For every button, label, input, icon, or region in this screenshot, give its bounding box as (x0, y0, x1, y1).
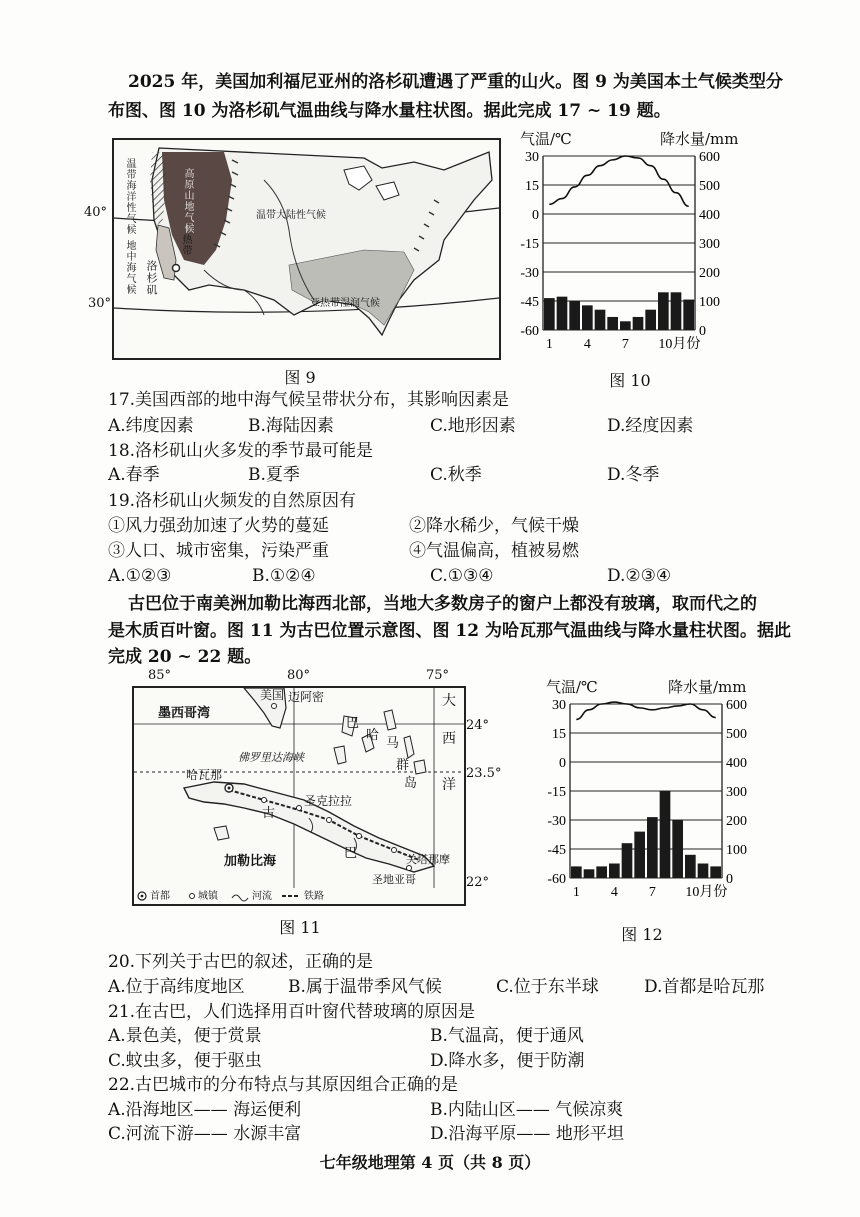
label-bahamas-2: 哈 (366, 728, 380, 743)
legend-river: 河流 (252, 891, 272, 902)
fig10-precip-bar (620, 321, 631, 330)
fig10-right-tick: 200 (699, 266, 720, 281)
intro1-line1: 2025 年，美国加利福尼亚州的洛杉矶遭遇了严重的山火。图 9 为美国本土气候类型分 (128, 72, 783, 92)
fig12-x-tick: 7 (648, 885, 656, 900)
los-angeles-dot (173, 265, 180, 272)
fig10-precip-label: 降水量/mm (660, 130, 739, 148)
legend-railway: 铁路 (304, 891, 324, 902)
fig12-precip-bar (698, 864, 709, 879)
label-havana: 哈瓦那 (186, 768, 223, 782)
label-atlantic-1: 大 (442, 693, 456, 709)
fig11-lat24: 24° (466, 718, 490, 733)
q19-stem: 19.洛杉矶山火频发的自然原因有 (108, 491, 357, 511)
q21-option-d[interactable]: D.降水多，便于防潮 (430, 1051, 585, 1071)
label-mediterranean: 地中海气候 (124, 240, 135, 295)
fig10-left-tick: 30 (525, 150, 539, 165)
q18-option-c[interactable]: C.秋季 (430, 465, 482, 485)
fig9-lat30-label: 30° (88, 296, 112, 311)
fig10-precip-bar (582, 305, 593, 330)
figure-9-map (112, 138, 501, 360)
label-temperate-continental: 温带大陆性气候 (256, 210, 326, 221)
fig10-right-tick: 500 (699, 179, 720, 194)
fig11-lon80: 80° (287, 668, 311, 683)
fig11-lat22: 22° (466, 875, 490, 890)
fig12-right-tick: 0 (726, 872, 733, 887)
label-cuba-1: 古 (262, 806, 276, 821)
fig11-lon85: 85° (148, 668, 172, 683)
fig10-precip-bar (658, 292, 669, 330)
fig10-left-tick: -45 (520, 295, 539, 310)
label-santa-clara: 圣克拉拉 (304, 794, 353, 808)
label-los-angeles: 洛杉矶 (145, 260, 158, 296)
fig10-precip-bar (569, 301, 580, 330)
q19-option-c[interactable]: C.①③④ (430, 566, 494, 586)
fig10-left-tick: 0 (532, 208, 539, 223)
fig12-right-tick: 200 (726, 814, 747, 829)
label-bahamas-5: 岛 (404, 776, 418, 791)
fig10-x-tick: 4 (583, 337, 591, 352)
fig12-precip-bar (672, 820, 683, 878)
label-miami: 迈阿密 (288, 690, 325, 704)
q20-option-c[interactable]: C.位于东半球 (496, 977, 599, 997)
q19-option-a[interactable]: A.①②③ (108, 566, 172, 586)
q18-stem: 18.洛杉矶山火多发的季节最可能是 (108, 441, 374, 461)
q21-option-a[interactable]: A.景色美，便于赏景 (108, 1026, 262, 1046)
fig12-left-tick: -60 (547, 872, 566, 887)
q17-stem: 17.美国西部的地中海气候呈带状分布，其影响因素是 (108, 390, 510, 410)
legend-capital: 首都 (150, 891, 170, 902)
fig12-precip-bar (584, 869, 595, 878)
fig12-right-tick: 600 (726, 698, 747, 713)
fig10-precip-bar (595, 310, 606, 330)
fig10-left-tick: -60 (520, 324, 539, 339)
fig10-precip-bar (557, 297, 568, 330)
fig10-left-tick: -15 (520, 237, 539, 252)
q22-option-b[interactable]: B.内陆山区—— 气候凉爽 (430, 1100, 624, 1120)
fig9-caption: 图 9 (284, 368, 316, 387)
fig10-left-tick: -30 (520, 266, 539, 281)
fig9-lat40-label: 40° (84, 205, 108, 220)
q19-option-d[interactable]: D.②③④ (607, 566, 672, 586)
q22-option-c[interactable]: C.河流下游—— 水源丰富 (108, 1124, 302, 1144)
fig10-chart (505, 150, 735, 360)
fig12-right-tick: 500 (726, 727, 747, 742)
fig12-x-tick: 10月份 (685, 885, 728, 900)
label-highland: 高原山地气候 (182, 168, 193, 234)
q21-option-c[interactable]: C.蚊虫多，便于驱虫 (108, 1051, 262, 1071)
fig12-right-tick: 400 (726, 756, 747, 771)
label-usa: 美国 (260, 688, 285, 702)
label-tropical: 热带 (180, 234, 191, 256)
label-bahamas-1: 巴 (346, 716, 360, 731)
q22-stem: 22.古巴城市的分布特点与其原因组合正确的是 (108, 1075, 459, 1095)
fig10-x-tick: 10月份 (658, 337, 701, 352)
intro2-line3: 完成 20 ~ 22 题。 (108, 647, 262, 667)
fig12-right-tick: 300 (726, 785, 747, 800)
fig12-x-tick: 1 (572, 885, 580, 900)
fig12-left-tick: -15 (547, 785, 566, 800)
fig12-precip-bar (634, 832, 645, 878)
fig11-lat235: 23.5° (466, 766, 502, 781)
fig12-precip-label: 降水量/mm (668, 678, 747, 696)
fig10-right-tick: 300 (699, 237, 720, 252)
intro2-line1: 古巴位于南美洲加勒比海西北部，当地大多数房子的窗户上都没有玻璃，取而代之的 (128, 594, 757, 614)
label-subtropical-humid: 亚热带湿润气候 (310, 298, 380, 309)
q17-option-a[interactable]: A.纬度因素 (108, 416, 194, 436)
fig11-caption: 图 11 (279, 918, 321, 937)
fig12-precip-bar (647, 817, 658, 878)
q21-option-b[interactable]: B.气温高，便于通风 (430, 1026, 584, 1046)
q18-option-d[interactable]: D.冬季 (607, 465, 660, 485)
fig10-precip-bar (544, 298, 555, 330)
fig12-precip-bar (609, 864, 620, 879)
fig12-precip-bar (571, 866, 582, 878)
fig12-left-tick: 30 (552, 698, 566, 713)
page-footer: 七年级地理第 4 页（共 8 页） (319, 1153, 541, 1172)
q19-statement-2: ②降水稀少，气候干燥 (409, 516, 579, 536)
fig12-chart (532, 698, 762, 908)
fig10-right-tick: 100 (699, 295, 720, 310)
label-temperate-maritime: 温带海洋性气候 (124, 158, 135, 235)
q21-stem: 21.在古巴，人们选择用百叶窗代替玻璃的原因是 (108, 1002, 476, 1022)
figure-11-map (132, 686, 466, 906)
q18-option-a[interactable]: A.春季 (108, 465, 160, 485)
q19-statement-4: ④气温偏高，植被易燃 (409, 541, 579, 561)
q18-option-b[interactable]: B.夏季 (248, 465, 300, 485)
q19-statement-3: ③人口、城市密集，污染严重 (108, 541, 329, 561)
fig12-right-tick: 100 (726, 843, 747, 858)
fig10-precip-bar (683, 300, 694, 330)
fig10-caption: 图 10 (609, 371, 651, 390)
label-santiago: 圣地亚哥 (372, 873, 416, 886)
q17-option-d[interactable]: D.经度因素 (607, 416, 694, 436)
intro2-line2: 是木质百叶窗。图 11 为古巴位置示意图、图 12 为哈瓦那气温曲线与降水量柱状图。据此 (108, 621, 791, 641)
subtropical-region (289, 250, 414, 325)
fig10-precip-bar (645, 310, 656, 330)
fig12-precip-bar (660, 791, 671, 878)
fig12-precip-bar (685, 855, 696, 878)
q22-option-a[interactable]: A.沿海地区—— 海运便利 (108, 1100, 302, 1120)
label-cuba-2: 巴 (344, 846, 358, 861)
fig12-left-tick: -45 (547, 843, 566, 858)
q17-option-c[interactable]: C.地形因素 (430, 416, 516, 436)
fig11-lon75: 75° (426, 668, 450, 683)
q20-option-b[interactable]: B.属于温带季风气候 (288, 977, 442, 997)
q20-option-d[interactable]: D.首都是哈瓦那 (644, 977, 765, 997)
q20-stem: 20.下列关于古巴的叙述，正确的是 (108, 952, 374, 972)
intro1-line2: 布图、图 10 为洛杉矶气温曲线与降水量柱状图。据此完成 17 ~ 19 题。 (108, 101, 671, 121)
q22-option-d[interactable]: D.沿海平原—— 地形平坦 (430, 1124, 624, 1144)
fig12-caption: 图 12 (621, 925, 663, 944)
q19-statement-1: ①风力强劲加速了火势的蔓延 (108, 516, 329, 536)
fig10-precip-bar (607, 317, 618, 330)
fig12-temp-label: 气温/℃ (546, 678, 598, 696)
label-florida-straits: 佛罗里达海峡 (238, 751, 304, 764)
q19-option-b[interactable]: B.①②④ (252, 566, 316, 586)
fig12-precip-bar (622, 843, 633, 878)
label-guantanamo: 关塔那摩 (406, 853, 450, 866)
fig12-left-tick: 0 (559, 756, 566, 771)
fig10-temp-label: 气温/℃ (520, 130, 572, 148)
label-gulf-of-mexico: 墨西哥湾 (158, 706, 211, 721)
fig10-x-tick: 7 (621, 337, 629, 352)
label-caribbean-sea: 加勒比海 (224, 854, 277, 869)
fig12-left-tick: 15 (552, 727, 566, 742)
fig10-right-tick: 400 (699, 208, 720, 223)
fig12-x-tick: 4 (610, 885, 618, 900)
us-map-svg (114, 140, 499, 358)
fig10-right-tick: 600 (699, 150, 720, 165)
q20-option-a[interactable]: A.位于高纬度地区 (108, 977, 245, 997)
label-bahamas-4: 群 (396, 758, 410, 773)
fig12-precip-bar (596, 866, 607, 878)
fig10-x-tick: 1 (545, 337, 553, 352)
fig12-precip-bar (710, 866, 721, 878)
fig10-temp-line (549, 156, 688, 206)
label-bahamas-3: 马 (386, 736, 400, 751)
legend-town: 城镇 (198, 891, 218, 902)
fig10-precip-bar (671, 292, 682, 330)
isla-juventud (214, 826, 229, 840)
fig12-temp-line (576, 702, 715, 719)
fig10-left-tick: 15 (525, 179, 539, 194)
q17-option-b[interactable]: B.海陆因素 (248, 416, 334, 436)
fig10-right-tick: 0 (699, 324, 706, 339)
fig12-left-tick: -30 (547, 814, 566, 829)
label-atlantic-2: 西 (442, 731, 456, 747)
fig10-precip-bar (633, 317, 644, 330)
label-atlantic-3: 洋 (442, 777, 456, 793)
